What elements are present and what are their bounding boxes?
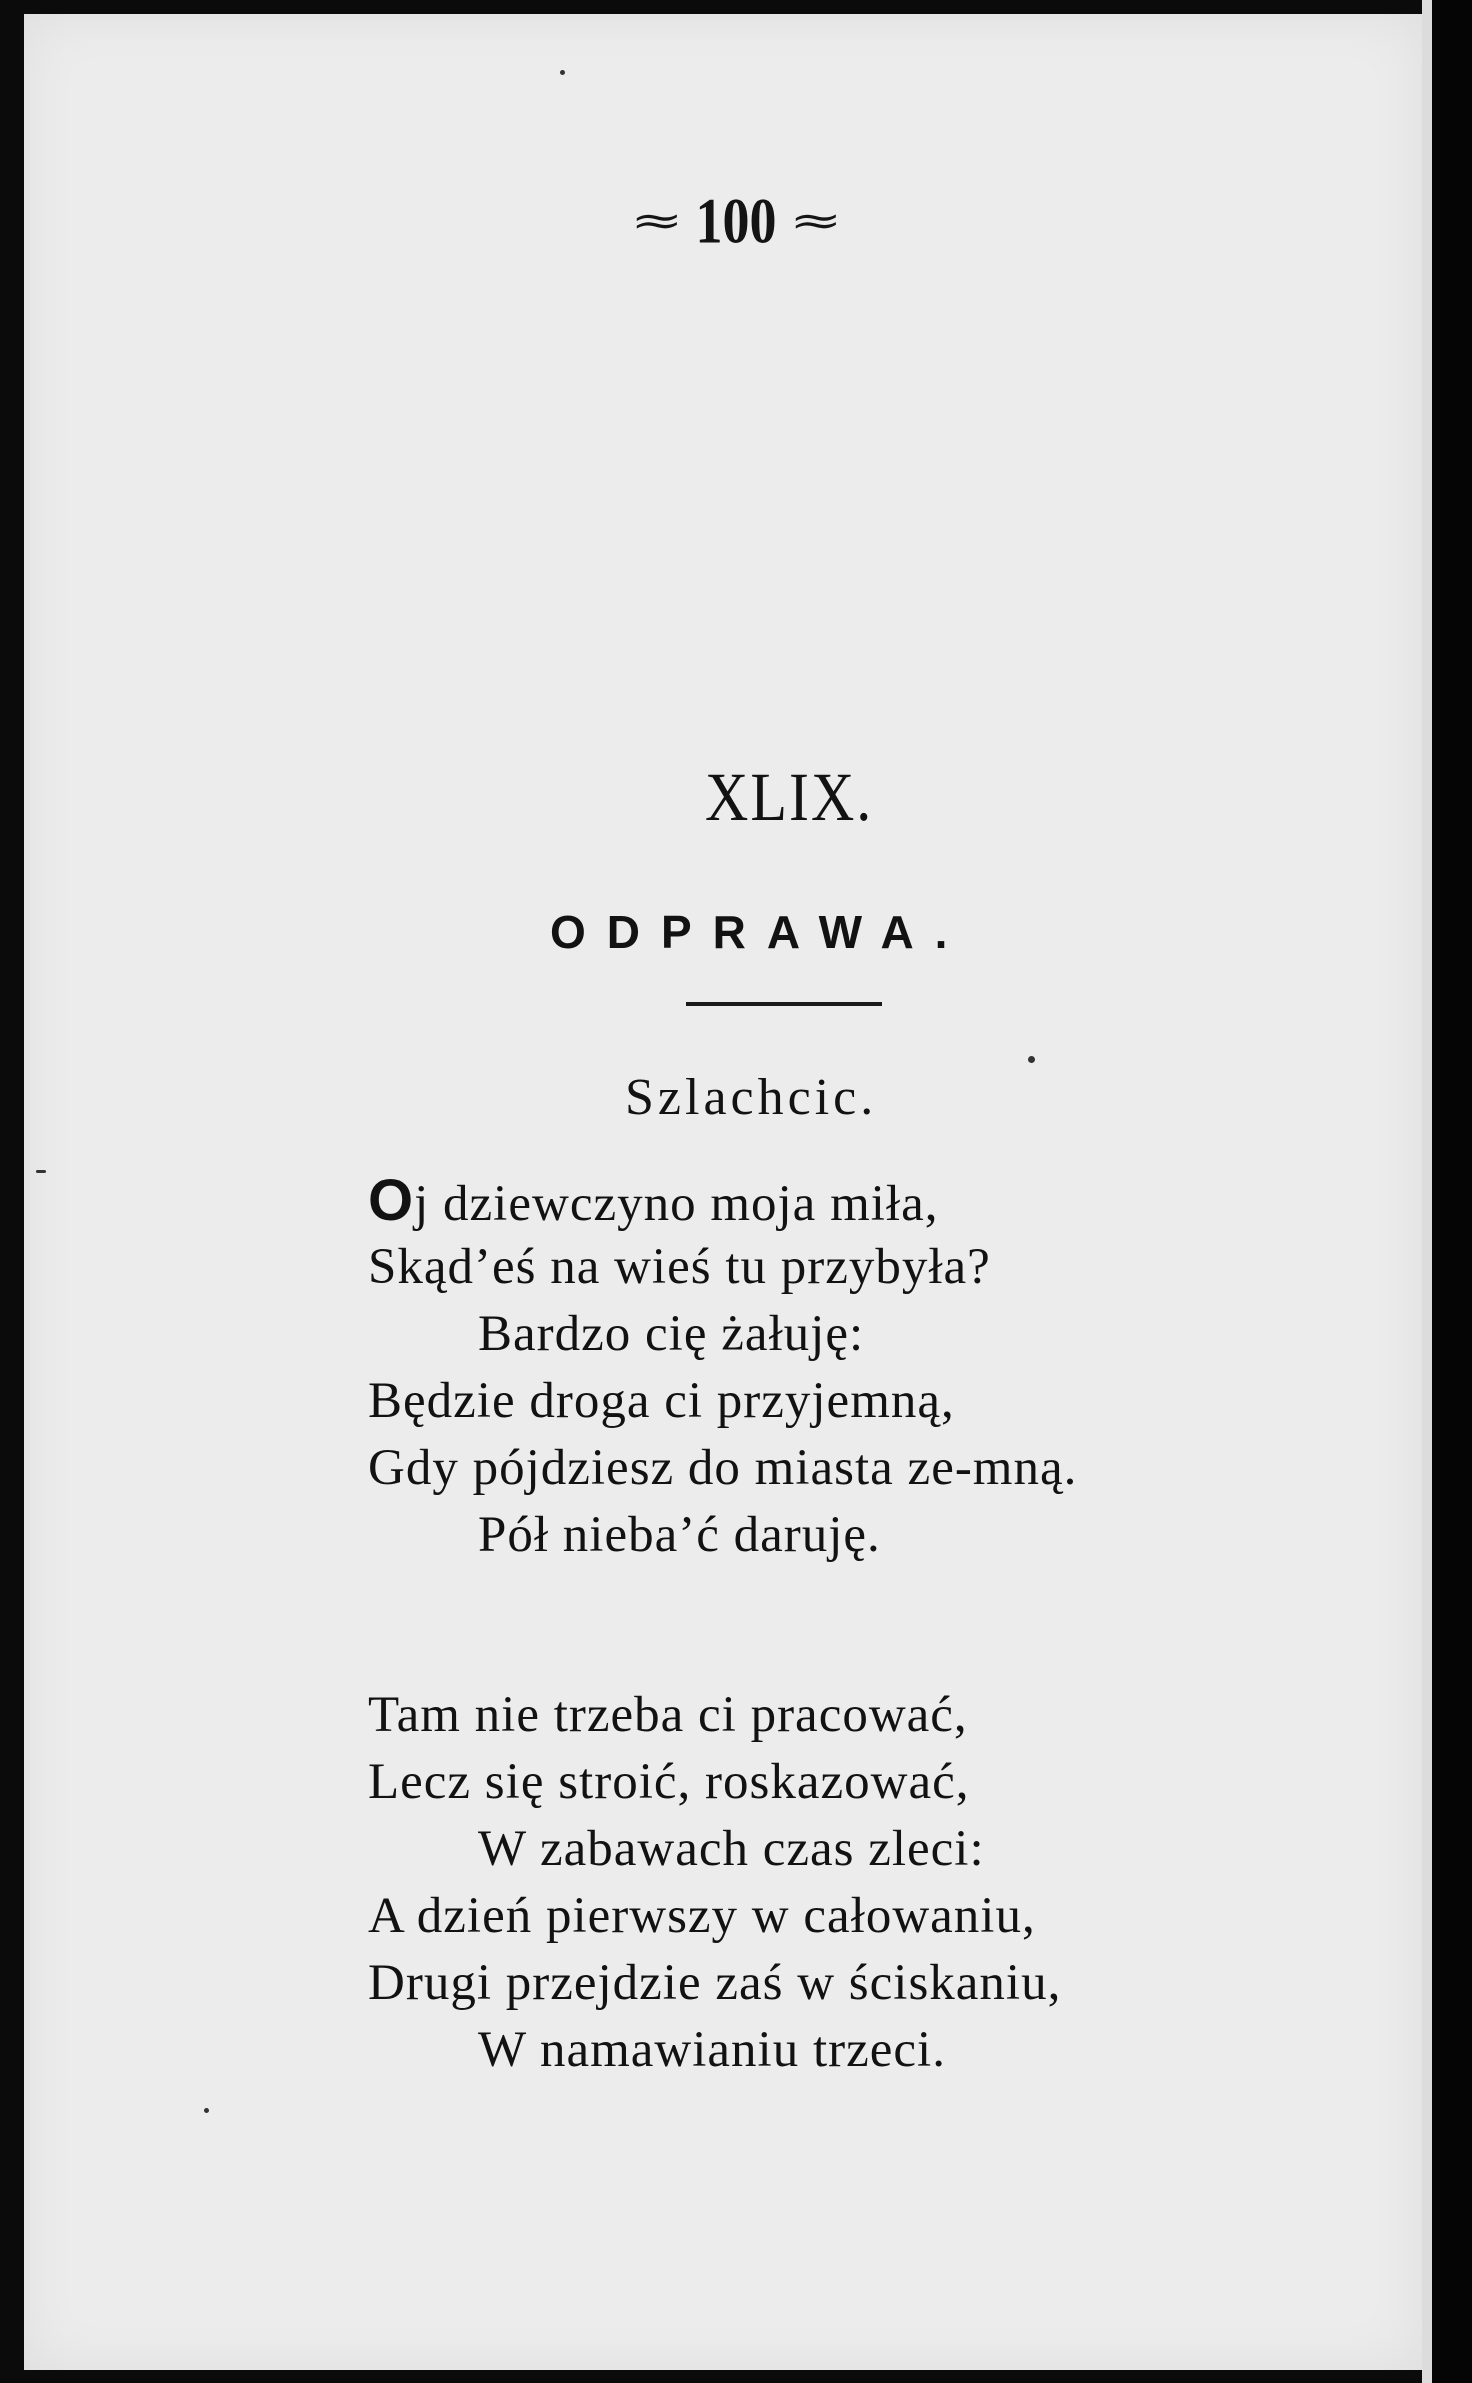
drop-initial: O xyxy=(368,1168,415,1233)
scan-speck xyxy=(560,70,565,75)
stanza-1 xyxy=(368,1167,1077,1569)
verse-line: Bardzo cię żałuję: xyxy=(478,1306,865,1362)
verse-line: W namawianiu trzeci. xyxy=(478,2022,946,2078)
verse-line: Skąd’eś na wieś tu przybyła? xyxy=(368,1239,991,1295)
speaker-heading: Szlachcic. xyxy=(625,1069,878,1126)
scan-speck xyxy=(36,1170,46,1173)
verse-line: Drugi przejdzie zaś w ściskaniu, xyxy=(368,1955,1062,2011)
scan-speck xyxy=(204,2108,209,2113)
right-ornament: ≈ xyxy=(788,198,843,244)
verse-line: Tam nie trzeba ci pracować, xyxy=(368,1687,968,1743)
poem-number: XLIX. xyxy=(705,759,874,836)
verse-line: A dzień pierwszy w całowaniu, xyxy=(368,1888,1036,1944)
page-header xyxy=(0,185,1472,257)
stanza-2 xyxy=(368,1682,1061,2084)
verse-line: Będzie droga ci przyjemną, xyxy=(368,1373,955,1429)
verse-line: Gdy pójdziesz do miasta ze-mną. xyxy=(368,1440,1078,1496)
verse-line-text: j dziewczyno moja miła, xyxy=(414,1176,939,1232)
verse-line: W zabawach czas zleci: xyxy=(478,1821,985,1877)
poem-title: ODPRAWA. xyxy=(550,906,969,958)
book-spine xyxy=(1432,0,1472,2383)
verse-line: Lecz się stroić, roskazować, xyxy=(368,1754,970,1810)
verse-line xyxy=(368,1167,1077,1234)
scan-speck xyxy=(1028,1056,1035,1063)
title-divider xyxy=(686,1002,882,1006)
page-edge xyxy=(1422,0,1432,2383)
left-ornament: ≈ xyxy=(629,198,684,244)
verse-line: Pół nieba’ć daruję. xyxy=(478,1507,881,1563)
page-number: 100 xyxy=(695,185,777,257)
